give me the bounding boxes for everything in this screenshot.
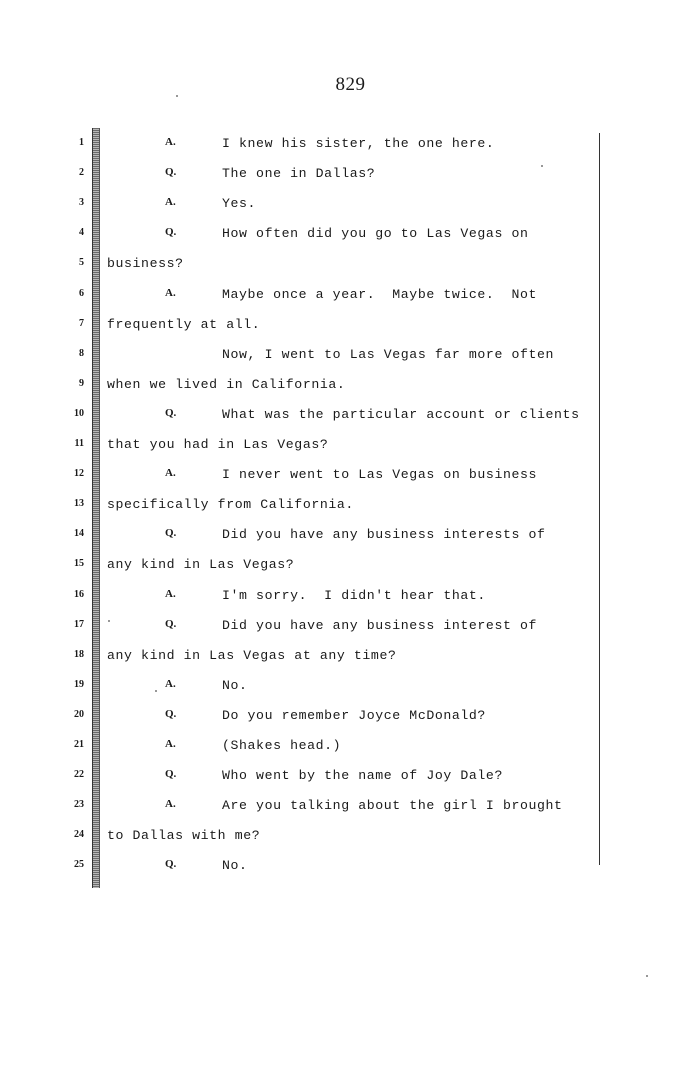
- transcript-line: [0, 497, 691, 527]
- line-text: Did you have any business interests of: [222, 527, 546, 543]
- line-number: 15: [74, 558, 84, 570]
- line-text: The one in Dallas?: [222, 166, 376, 182]
- speaker-label: A.: [165, 798, 176, 811]
- scan-speck: [646, 975, 648, 977]
- speaker-label: A.: [165, 286, 176, 299]
- transcript-line: [0, 407, 691, 437]
- line-number: 25: [74, 859, 84, 871]
- speaker-label: Q.: [165, 768, 177, 781]
- line-text: any kind in Las Vegas at any time?: [107, 647, 397, 663]
- line-text: I'm sorry. I didn't hear that.: [222, 587, 486, 603]
- line-number: 8: [79, 347, 84, 359]
- scan-speck: [176, 95, 178, 97]
- line-number: 11: [74, 438, 84, 449]
- speaker-label: A.: [165, 677, 176, 690]
- line-number: 7: [79, 317, 84, 329]
- line-text: when we lived in California.: [107, 376, 346, 392]
- transcript-line: [0, 347, 691, 377]
- line-number: 24: [74, 829, 84, 841]
- line-number: 21: [74, 739, 84, 750]
- page-number: 829: [335, 74, 366, 95]
- speaker-label: Q.: [165, 617, 177, 630]
- transcript-line: [0, 678, 691, 708]
- speaker-label: Q.: [165, 527, 177, 540]
- line-number: 10: [74, 407, 84, 419]
- line-number: 14: [74, 528, 84, 540]
- speaker-label: Q.: [165, 166, 177, 179]
- transcript-line: [0, 798, 691, 828]
- speaker-label: Q.: [165, 406, 177, 419]
- speaker-label: A.: [165, 467, 176, 480]
- line-text: business?: [107, 256, 184, 272]
- transcript-line: [0, 287, 691, 317]
- line-text: What was the particular account or clients: [222, 406, 580, 422]
- line-number: 9: [79, 377, 84, 389]
- line-text: Did you have any business interest of: [222, 617, 538, 633]
- transcript-line: [0, 256, 691, 286]
- line-text: specifically from California.: [107, 497, 354, 513]
- speaker-label: Q.: [165, 858, 177, 871]
- transcript-line: [0, 768, 691, 798]
- speaker-label: A.: [165, 136, 176, 148]
- line-text: Yes.: [222, 196, 257, 212]
- transcript-line: [0, 828, 691, 858]
- transcript-line: [0, 618, 691, 648]
- transcript-line: [0, 136, 691, 166]
- transcript-line: [0, 527, 691, 557]
- line-text: to Dallas with me?: [107, 828, 261, 844]
- line-number: 2: [79, 167, 84, 179]
- line-number: 5: [79, 257, 84, 269]
- transcript-line: [0, 437, 691, 467]
- line-text: any kind in Las Vegas?: [107, 557, 295, 573]
- line-number: 18: [74, 648, 84, 660]
- line-number: 19: [74, 678, 84, 690]
- line-number: 20: [74, 708, 84, 720]
- transcript-line: [0, 196, 691, 226]
- line-number: 17: [74, 618, 84, 630]
- scan-speck: [108, 620, 110, 622]
- scan-speck: [541, 165, 543, 167]
- transcript-line: [0, 226, 691, 256]
- line-text: No.: [222, 858, 248, 874]
- speaker-label: Q.: [165, 707, 177, 720]
- line-text: I never went to Las Vegas on business: [222, 467, 538, 483]
- line-text: I knew his sister, the one here.: [222, 136, 495, 151]
- line-number: 16: [74, 588, 84, 600]
- line-number: 4: [79, 227, 84, 239]
- line-number: 6: [79, 287, 84, 299]
- transcript-line: [0, 708, 691, 738]
- speaker-label: A.: [165, 587, 176, 600]
- line-text: (Shakes head.): [222, 738, 342, 753]
- speaker-label: A.: [165, 738, 176, 750]
- scan-speck: [155, 690, 157, 692]
- line-number: 22: [74, 769, 84, 781]
- line-text: No.: [222, 677, 248, 693]
- transcript-line: [0, 166, 691, 196]
- speaker-label: A.: [165, 196, 176, 209]
- line-text: frequently at all.: [107, 316, 261, 332]
- transcript-line: [0, 648, 691, 678]
- transcript-line: [0, 467, 691, 497]
- transcript-line: [0, 317, 691, 347]
- line-number: 12: [74, 468, 84, 480]
- line-number: 23: [74, 799, 84, 811]
- transcript-line: [0, 557, 691, 587]
- transcript-line: [0, 858, 691, 888]
- line-text: Now, I went to Las Vegas far more often: [222, 346, 555, 362]
- line-text: Who went by the name of Joy Dale?: [222, 768, 503, 784]
- speaker-label: Q.: [165, 226, 177, 239]
- line-text: Do you remember Joyce McDonald?: [222, 707, 486, 723]
- transcript-line: [0, 588, 691, 618]
- line-number: 1: [79, 137, 84, 148]
- transcript-line: [0, 377, 691, 407]
- line-text: Are you talking about the girl I brought: [222, 798, 563, 814]
- line-text: How often did you go to Las Vegas on: [222, 226, 529, 242]
- line-text: that you had in Las Vegas?: [107, 437, 329, 452]
- line-number: 3: [79, 197, 84, 209]
- transcript-line: [0, 738, 691, 768]
- line-number: 13: [74, 498, 84, 510]
- line-text: Maybe once a year. Maybe twice. Not: [222, 286, 538, 302]
